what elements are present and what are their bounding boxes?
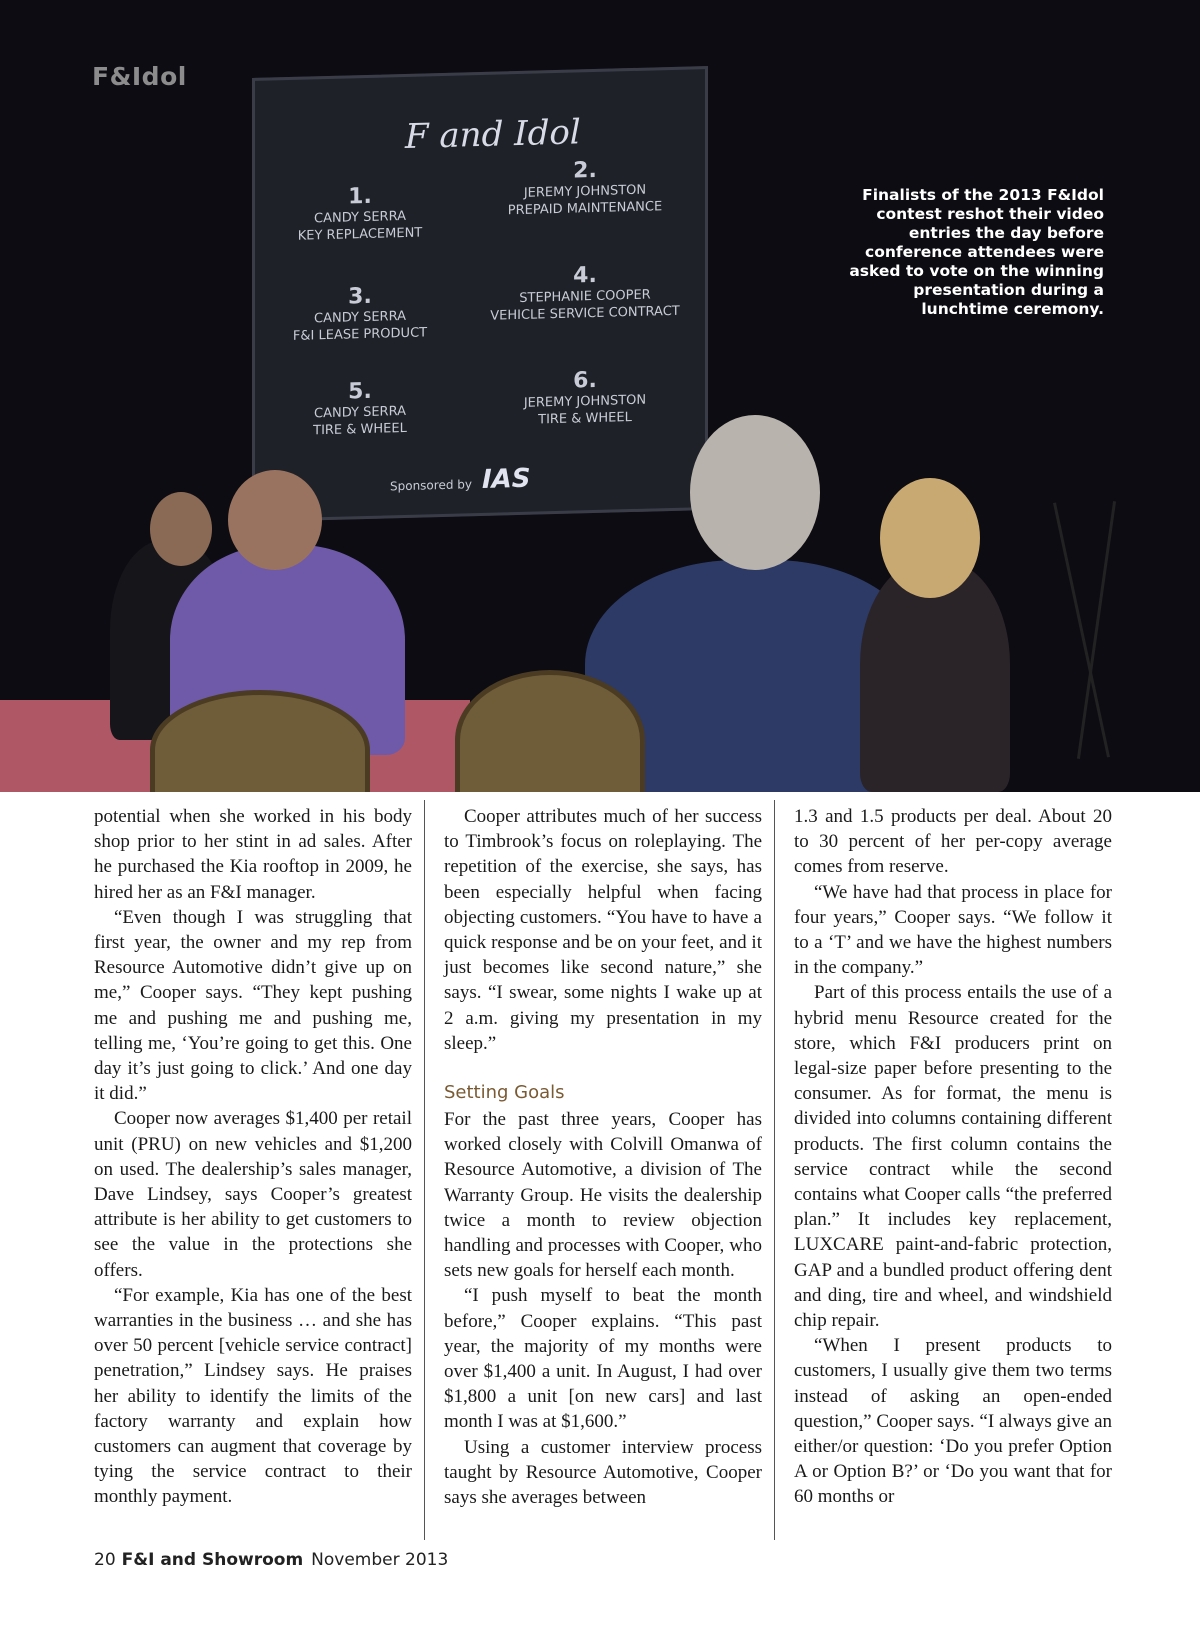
paragraph: “Even though I was struggling that first year, the owner and my rep from Resource Automotive didn’t give up on me,” Cooper says. “They kept pushing me and pushing me and pushing me, telling me, ‘You’re going to get this. One day it’s just going to click.’ And one day it did.” bbox=[94, 906, 412, 1105]
page-number: 20 bbox=[94, 1550, 116, 1570]
paragraph: Part of this process entails the use of a hybrid menu Resource created for the store, which F&I producers print on legal-size paper before presenting to the consumer. As for format, the menu is divided into columns containing different products. The first column contains the service contract while the second contains what Cooper calls “the preferred plan.” It includes key replacement, LUXCARE paint-and-fabric protection, GAP and a bundled product offering dent and ding, tire and wheel, and windshield chip repair. bbox=[794, 982, 1112, 1332]
attendee-left-head bbox=[150, 492, 212, 566]
attendee-purple-head bbox=[228, 470, 322, 570]
paragraph: “We have had that process in place for four years,” Cooper says. “We follow it to a ‘T’ and we have the highest numbers in the company.” bbox=[794, 881, 1112, 979]
page-footer bbox=[94, 1550, 448, 1570]
event-photo bbox=[0, 0, 1200, 792]
projection-screen bbox=[252, 66, 708, 522]
issue-date: November 2013 bbox=[311, 1550, 449, 1570]
article-column-1 bbox=[94, 804, 412, 1510]
sponsor-line: Sponsored by IAS bbox=[390, 463, 531, 495]
paragraph: “When I present products to customers, I usually give them two terms instead of asking an open-ended question,” Cooper says. “I always give an either/or question: ‘Do you prefer Option A or Option B?’ or ‘Do you want that for 60 months or bbox=[794, 1335, 1112, 1508]
finalist-3: 3. CANDY SERRA F&I LEASE PRODUCT bbox=[292, 283, 428, 344]
photo-caption: Finalists of the 2013 F&Idol contest reshot their video entries the day before conference attendees were asked to vote on the winning presentation during a lunchtime ceremony. bbox=[849, 186, 1104, 318]
article-column-2 bbox=[444, 804, 762, 1510]
finalist-4: 4. STEPHANIE COOPER VEHICLE SERVICE CONTRACT bbox=[490, 262, 680, 324]
section-label: F&Idol bbox=[92, 62, 187, 91]
finalist-6: 6. JEREMY JOHNSTON TIRE & WHEEL bbox=[523, 367, 647, 428]
column-divider bbox=[424, 800, 425, 1540]
paragraph: 1.3 and 1.5 products per deal. About 20 to 30 percent of her per-copy average comes from reserve. bbox=[794, 806, 1112, 878]
finalist-2: 2. JEREMY JOHNSTON PREPAID MAINTENANCE bbox=[507, 157, 663, 219]
article-column-3 bbox=[794, 804, 1112, 1510]
paragraph: Cooper attributes much of her success to Timbrook’s focus on roleplaying. The repetition of the exercise, she says, has been especially helpful when facing objecting customers. “You have to have a quick response and be on your feet, and it just becomes like second nature,” she says. “I swear, some nights I wake up at 2 a.m. giving my presentation in my sleep.” bbox=[444, 806, 762, 1054]
fandidol-logo: F and Idol bbox=[405, 112, 581, 157]
attendee-suit-head bbox=[690, 415, 820, 570]
attendee-blonde-head bbox=[880, 478, 980, 598]
section-subhead: Setting Goals bbox=[444, 1082, 565, 1104]
paragraph: Using a customer interview process taught by Resource Automotive, Cooper says she averages between bbox=[444, 1436, 762, 1509]
paragraph: “For example, Kia has one of the best warranties in the business … and she has over 50 percent [vehicle service contract] penetration,” Lindsey says. He praises her ability to identify the limits of the factory warranty and explain how customers can augment that coverage by tying the service contract to their monthly payment. bbox=[94, 1284, 412, 1508]
publication-name: F&I and Showroom bbox=[121, 1550, 304, 1570]
paragraph: “I push myself to beat the month before,” Cooper explains. “This past year, the majority of my months were over $1,400 a unit. In August, I had over $1,800 a unit [on new cars] and last month I was at $1,600.” bbox=[444, 1285, 762, 1433]
paragraph: Cooper now averages $1,400 per retail unit (PRU) on new vehicles and $1,200 on used. The dealership’s sales manager, Dave Lindsey, says Cooper’s greatest attribute is her ability to get customers to see the value in the protections she offers. bbox=[94, 1108, 412, 1281]
paragraph: potential when she worked in his body shop prior to her stint in ad sales. After he purchased the Kia rooftop in 2009, he hired her as an F&I manager. bbox=[94, 806, 412, 903]
finalist-5: 5. CANDY SERRA TIRE & WHEEL bbox=[313, 378, 407, 439]
sponsor-logo: IAS bbox=[481, 463, 531, 495]
finalist-1: 1. CANDY SERRA KEY REPLACEMENT bbox=[297, 183, 423, 244]
column-divider bbox=[774, 800, 775, 1540]
paragraph: For the past three years, Cooper has worked closely with Colvill Omanwa of Resource Automotive, a division of The Warranty Group. He visits the dealership twice a month to review objection handling and processes with Cooper, who sets new goals for herself each month. bbox=[444, 1109, 762, 1282]
